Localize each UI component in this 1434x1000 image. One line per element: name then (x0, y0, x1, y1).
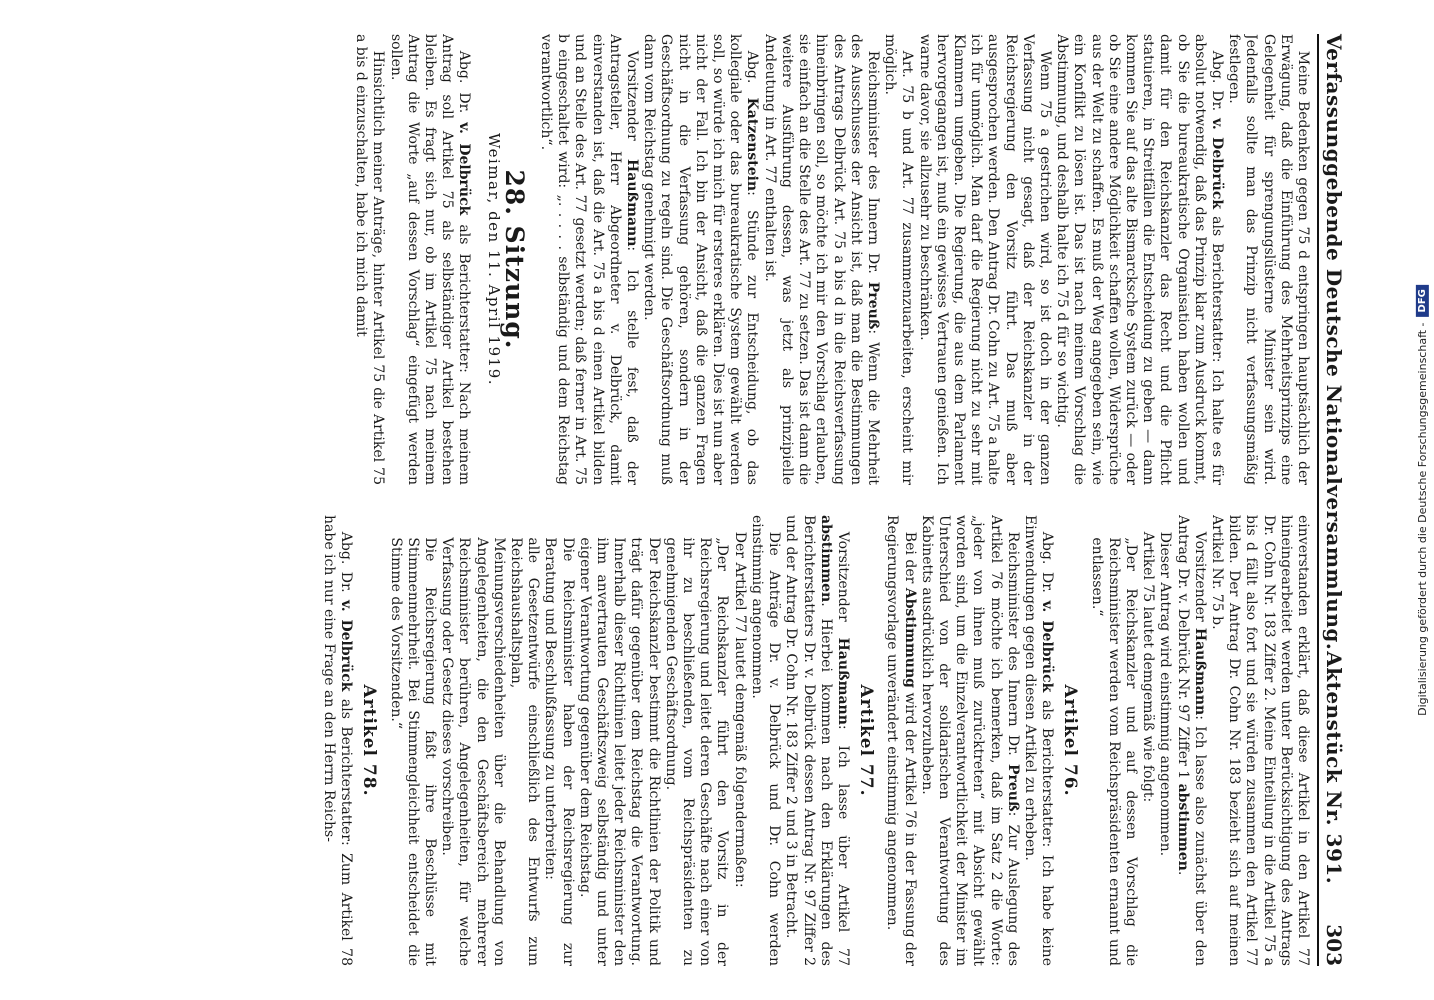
session-date: Weimar, den 11. April 1919. (484, 132, 503, 387)
paragraph: Hinsichtlich meiner Anträge, hinter Artikel 75 die Artikel 75 a bis d einzuschalten, habe ich mich damit (353, 34, 387, 485)
credit-text: Digitalisierung gefördert durch die Deutsche Forschungsgemeinschaft - (1415, 321, 1429, 716)
right-column (320, 515, 1311, 966)
text-columns (320, 34, 1311, 966)
paragraph: Reichsminister des Innern Dr. Preuß: Zur Auslegung des Artikel 76 möchte ich bemerken, daß im Satz 2 die Worte: „jeder von ihnen muß zurücktreten“ mit Absicht gewählt worden sind, um die Einzelverantwortlichkeit der Minister im Unterschied von der solidarischen Verantwortung des Kabinetts ausdrücklich hervorzuheben. (918, 515, 1021, 966)
paragraph: Bei der Abstimmung wird der Artikel 76 in der Fassung der Regierungsvorlage unverändert einstimmig angenommen. (884, 515, 918, 966)
quoted-article: Die Reichsminister haben der Reichsregierung zur Beratung und Beschlußfassung zu unterbreiten: (542, 537, 576, 966)
left-column (320, 34, 1311, 485)
quoted-article: Der Reichskanzler bestimmt die Richtlinien der Politik und trägt dafür gegenüber dem Reichstag die Verantwortung. Innerhalb dieser Richtlinien leitet jeder Reichsminister den ihm anvertrauten Geschäftszweig selbständig und unter eigener Verantwortung gegenüber dem Reichstag. (576, 537, 662, 966)
paragraph: Vorsitzender Haußmann: Ich lasse über Artikel 77 abstimmen. Hierbei kommen nach den Erklärungen des Berichterstatters Dr. v. Delbrück dessen Antrag Nr. 97 Ziffer 2 und der Antrag Dr. Cohn Nr. 183 Ziffer 2 und 3 in Betracht. (783, 515, 851, 966)
dfg-logo: DFG (1416, 285, 1429, 316)
vote-keyword: abstimmen (817, 515, 834, 603)
quoted-article: alle Gesetzentwürfe einschließlich des Entwurfs zum Reichshaushaltsplan, (508, 537, 542, 966)
speaker-name: Haußmann (834, 637, 851, 725)
paragraph: Abg. Dr. v. Delbrück als Berichterstatter: Zum Artikel 78 habe ich nur eine Frage an den Herrn Reichs- (321, 515, 355, 966)
paragraph: Die Anträge Dr. v. Delbrück und Dr. Cohn werden einstimmig angenommen. (748, 515, 783, 966)
quoted-article: Meinungsverschiedenheiten über die Behandlung von Angelegenheiten, die den Geschäftsbereich mehrerer Reichsminister berühren, Angelegenheiten, für welche Verfassung oder Gesetz dieses vorschreiben. (439, 537, 507, 966)
speaker-name: Preuß (864, 281, 881, 330)
paragraph: einverstanden erklärt, daß diese Artikel in den Artikel 77 hineingearbeitet werden unter Berücksichtigung des Antrags Dr. Cohn Nr. 183 Ziffer 2. Meine Einteilung in die Artikel 75 a bis d fällt also fort und sie würden zusammen den Artikel 77 bilden. Der Antrag Dr. Cohn Nr. 183 bezieht sich auf meinen Artikel Nr. 75 b. (1208, 515, 1311, 966)
article-heading: Artikel 78. (359, 684, 380, 797)
quoted-article: „Der Reichskanzler und auf dessen Vorschlag die Reichsminister werden vom Reichspräsidenten ernannt und entlassen.“ (1088, 537, 1139, 966)
paragraph: Artikel 75 lautet demgemäß wie folgt: (1140, 531, 1157, 803)
paragraph: Abg. Dr. v. Delbrück als Berichterstatter: Nach meinem Antrag soll Artikel 75 als selbständiger Artikel bestehen bleiben. Es fragt sich nur, ob im Artikel 75 nach meinem Antrag die Worte „auf dessen Vorschlag“ eingefügt werden sollen. (387, 34, 473, 485)
speaker-name: v. Delbrück (1208, 118, 1225, 210)
paragraph: Abg. Katzenstein: Stünde zur Entscheidung, ob das kollegiale oder das bureaukratische System gewählt werden soll, so würde ich mich für ersteres erklären. Dies ist nun aber nicht der Fall. Ich bin der Ansicht, daß die ganzen Fragen nicht in die Verfassung gehören, sondern in der Geschäftsordnung zu regeln sind. Die Geschäftsordnung muß dann vom Reichstag genehmigt werden. (641, 34, 761, 485)
paragraph: Meine Bedenken gegen 75 d entspringen hauptsächlich der Erwägung, daß die Einführung des Mehrheitsprinzips eine Gelegenheit für sprengungslüsterne Minister sein wird. Jedenfalls sollte man das Prinzip nicht verfassungsmäßig festlegen. (1226, 34, 1311, 485)
paragraph: Wenn 75 a gestrichen wird, so ist doch in der ganzen Verfassung nicht gesagt, daß der Reichskanzler in der Reichsregierung den Vorsitz führt. Das muß aber ausgesprochen werden. Den Antrag Dr. Cohn zu Art. 75 a halte ich für unmöglich. Man darf die Regierung nicht zu sehr mit Klammern umgeben. Die Regierung, die aus dem Parlament hervorgegangen ist, muß ein gewisses Vertrauen genießen. Ich warne davor, sie allzusehr zu beschränken. (916, 34, 1053, 485)
document-number: Aktenstück Nr. 391. (1322, 651, 1346, 885)
paragraph: Der Artikel 77 lautet demgemäß folgendermaßen: (731, 531, 748, 888)
document-page (82, 10, 1352, 990)
session-heading: 28. Sitzung. (499, 169, 529, 350)
quoted-article: Die Reichsregierung faßt ihre Beschlüsse mit Stimmenmehrheit. Bei Stimmengleichheit entscheidet die Stimme des Vorsitzenden.“ (387, 537, 439, 966)
paragraph: Abg. Dr. v. Delbrück als Berichterstatter: Ich habe keine Einwendungen gegen diesen Artikel zu erheben. (1021, 515, 1056, 966)
paragraph: Abg. Dr. v. Delbrück als Berichterstatter: Ich halte es für absolut notwendig, daß das Prinzip klar zum Ausdruck kommt, ob Sie die bureaukratische Organisation haben wollen und damit für den Reichskanzler das Recht und die Pflicht statuieren, in Streitfällen die Entscheidung zu geben — dann kommen Sie auf das alte Bismarcksche System zurück — oder ob Sie eine andere Möglichkeit schaffen wollen, Widersprüche aus der Welt zu schaffen. Es muß der Weg angegeben sein, wie ein Konflikt zu lösen ist. Das ist nach meinem Vorschlag die Abstimmung, und deshalb halte ich 75 d für so wichtig. (1054, 34, 1225, 485)
speaker-name: Haußmann (1191, 627, 1208, 716)
speaker-name: v. Delbrück (338, 600, 355, 692)
paragraph: Dieser Antrag wird einstimmig angenommen. (1157, 531, 1174, 857)
paragraph: Art. 75 b und Art. 77 zusammenzuarbeiten, erscheint mir möglich. (882, 34, 916, 485)
vote-keyword: Abstimmung (901, 587, 918, 688)
page-header (1317, 34, 1346, 966)
digitization-credit (1410, 0, 1434, 1000)
speaker-name: Haußmann (624, 159, 641, 247)
vote-keyword: abstimmen (1174, 783, 1191, 871)
speaker-name: v. Delbrück (1039, 600, 1056, 693)
speaker-name: Katzenstein (744, 97, 761, 192)
paragraph: Reichsminister des Innern Dr. Preuß: Wenn die Mehrheit des Ausschusses der Ansicht ist, daß man die Bestimmungen des Antrags Delbrück Art. 75 a bis d in die Reichsverfassung hineinbringen soll, so möchte ich mir den Vorschlag erlauben, sie einfach an die Stelle des Art. 77 zu setzen. Das ist dann die weitere Ausführung dessen, was jetzt als prinzipielle Andeutung in Art. 77 enthalten ist. (761, 34, 881, 485)
paragraph: Vorsitzender Haußmann: Ich lasse also zunächst über den Antrag Dr. v. Delbrück Nr. 97 Ziffer 1 abstimmen. (1174, 515, 1208, 966)
speaker-name: Preuß (1004, 764, 1021, 812)
article-heading: Artikel 76. (1060, 684, 1081, 797)
page-number: 303 (1322, 924, 1346, 966)
quoted-article: „Der Reichskanzler führt den Vorsitz in der Reichsregierung und leitet deren Geschäfte nach einer von ihr zu beschließenden, vom Reichspräsidenten zu genehmigenden Geschäftsordnung. (662, 537, 731, 966)
article-heading: Artikel 77. (856, 684, 877, 797)
paragraph: Vorsitzender Haußmann: Ich stelle fest, daß der Antragsteller, Herr Abgeordneter v. Delbrück, damit einverstanden ist, daß die Art. 75 a bis d einen Artikel bilden und an Stelle des Art. 77 gesetzt werden; daß ferner in Art. 75 b eingeschaltet wird: „. . . . . selbständig und dem Reichstag verantwortlich“. (538, 34, 641, 485)
speaker-name: v. Delbrück (456, 122, 473, 216)
running-title: Verfassunggebende Deutsche Nationalversammlung. (1322, 34, 1346, 651)
